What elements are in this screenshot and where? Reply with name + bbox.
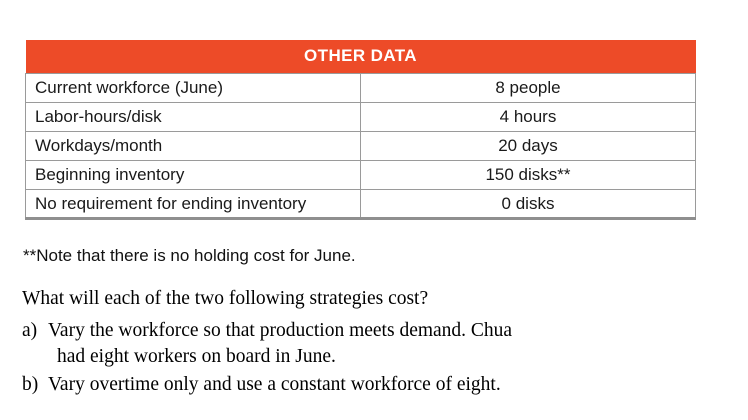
other-data-table-container [25,40,696,220]
row-label: Workdays/month [26,132,361,161]
row-value: 0 disks [361,190,696,219]
question-block [22,286,732,400]
footnote: **Note that there is no holding cost for June. [23,246,356,265]
table-row [26,161,696,190]
list-item-line-2: had eight workers on board in June. [57,345,336,367]
row-value: 150 disks** [361,161,696,190]
row-value: 4 hours [361,103,696,132]
row-label: Current workforce (June) [26,74,361,103]
list-item-line-1: Vary overtime only and use a constant workforce of eight. [48,373,501,395]
row-value: 8 people [361,74,696,103]
row-label: Beginning inventory [26,161,361,190]
table-row [26,74,696,103]
list-item [22,372,732,398]
row-value: 20 days [361,132,696,161]
table-row [26,103,696,132]
list-marker: b) [22,373,39,395]
strategy-list [22,318,732,398]
table-row [26,190,696,219]
table-title: OTHER DATA [26,40,696,74]
row-label: Labor-hours/disk [26,103,361,132]
question-prompt: What will each of the two following strategies cost? [22,288,429,309]
list-marker: a) [22,319,38,341]
list-item [22,318,732,370]
list-item-line-1: Vary the workforce so that production meets demand. Chua [48,319,513,341]
other-data-table [25,40,696,220]
row-label: No requirement for ending inventory [26,190,361,219]
table-row [26,132,696,161]
table-header-row [26,40,696,74]
